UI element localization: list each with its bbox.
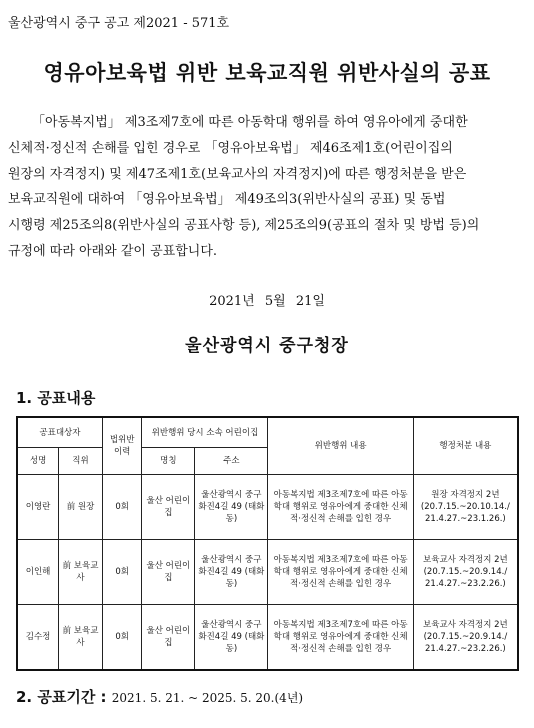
action-period: (20.7.15.~20.9.14./ 21.4.27.~23.2.26.) bbox=[423, 632, 508, 654]
body-line: 「아동복지법」 제3조제7호에 따른 아동학대 행위를 하여 영유아에게 중대한 bbox=[32, 115, 468, 130]
body-line: 규정에 따라 아래와 같이 공표합니다. bbox=[8, 243, 218, 259]
cell-violation: 아동복지법 제3조제7호에 따른 아동학대 행위로 영유아에게 중대한 신체적·정신적 손해를 입힌 경우 bbox=[268, 605, 413, 671]
notice-number: 울산광역시 중구 공고 제2021 - 571호 bbox=[8, 16, 230, 31]
cell-action bbox=[413, 540, 518, 605]
cell-action bbox=[413, 475, 518, 540]
body-line: 신체적·정신적 손해를 입힌 경우로 「영유아보육법」 제46조제1호(어린이집의 bbox=[8, 140, 453, 156]
header-name: 성명 bbox=[17, 448, 59, 475]
cell-position: 前 보육교사 bbox=[59, 540, 103, 605]
cell-address: 울산광역시 중구 화진4길 49 (태화동) bbox=[195, 605, 268, 671]
cell-position: 前 원장 bbox=[59, 475, 103, 540]
notice-body bbox=[8, 110, 520, 265]
cell-action bbox=[413, 605, 518, 671]
document-title: 영유아보육법 위반 보육교직원 위반사실의 공표 bbox=[43, 61, 491, 85]
table-row bbox=[17, 540, 518, 605]
cell-address: 울산광역시 중구 화진4길 49 (태화동) bbox=[195, 540, 268, 605]
cell-daycare-name: 울산 어린이집 bbox=[142, 475, 195, 540]
notice-date: 2021년 5월 21일 bbox=[209, 294, 325, 309]
cell-history: 0회 bbox=[102, 605, 142, 671]
cell-history: 0회 bbox=[102, 475, 142, 540]
cell-address: 울산광역시 중구 화진4길 49 (태화동) bbox=[195, 475, 268, 540]
disclosure-period: 2021. 5. 21. ~ 2025. 5. 20.(4년) bbox=[111, 691, 304, 705]
cell-position: 前 보육교사 bbox=[59, 605, 103, 671]
cell-name: 이인해 bbox=[17, 540, 59, 605]
section-2-title: 2. 공표기간 : bbox=[16, 688, 107, 706]
action-main: 보육교사 자격정지 2년 bbox=[423, 555, 508, 565]
cell-history: 0회 bbox=[102, 540, 142, 605]
section-2-heading bbox=[16, 686, 303, 707]
header-daycare-name: 명칭 bbox=[142, 448, 195, 475]
header-position: 직위 bbox=[59, 448, 103, 475]
cell-daycare-name: 울산 어린이집 bbox=[142, 605, 195, 671]
header-violation: 위반행위 내용 bbox=[268, 417, 413, 475]
issuing-office: 울산광역시 중구청장 bbox=[185, 336, 349, 356]
body-line: 원장의 자격정지) 및 제47조제1호(보육교사의 자격정지)에 따른 행정처분을 받은 bbox=[8, 166, 467, 182]
disclosure-table bbox=[16, 416, 519, 671]
action-main: 원장 자격정지 2년 bbox=[431, 490, 500, 500]
header-action: 행정처분 내용 bbox=[413, 417, 518, 475]
action-main: 보육교사 자격정지 2년 bbox=[423, 620, 508, 630]
cell-name: 김수정 bbox=[17, 605, 59, 671]
table-row bbox=[17, 605, 518, 671]
section-1-heading: 1. 공표내용 bbox=[16, 389, 96, 407]
header-violation-history: 법위반 이력 bbox=[102, 417, 142, 475]
body-line: 보육교직원에 대하여 「영유아보육법」 제49조의3(위반사실의 공표) 및 동법 bbox=[8, 192, 446, 208]
body-line: 시행령 제25조의8(위반사실의 공표사항 등), 제25조의9(공표의 절차 및 방법 등)의 bbox=[8, 218, 480, 234]
cell-violation: 아동복지법 제3조제7호에 따른 아동학대 행위로 영유아에게 중대한 신체적·정신적 손해를 입힌 경우 bbox=[268, 540, 413, 605]
cell-daycare-name: 울산 어린이집 bbox=[142, 540, 195, 605]
action-period: (20.7.15.~20.9.14./ 21.4.27.~23.2.26.) bbox=[423, 567, 508, 589]
cell-violation: 아동복지법 제3조제7호에 따른 아동학대 행위로 영유아에게 중대한 신체적·정신적 손해를 입힌 경우 bbox=[268, 475, 413, 540]
table-row bbox=[17, 475, 518, 540]
header-daycare-address: 주소 bbox=[195, 448, 268, 475]
cell-name: 이영란 bbox=[17, 475, 59, 540]
header-subject: 공표대상자 bbox=[17, 417, 102, 448]
header-daycare: 위반행위 당시 소속 어린이집 bbox=[142, 417, 268, 448]
action-period: (20.7.15.~20.10.14./ 21.4.27.~23.1.26.) bbox=[420, 502, 510, 524]
